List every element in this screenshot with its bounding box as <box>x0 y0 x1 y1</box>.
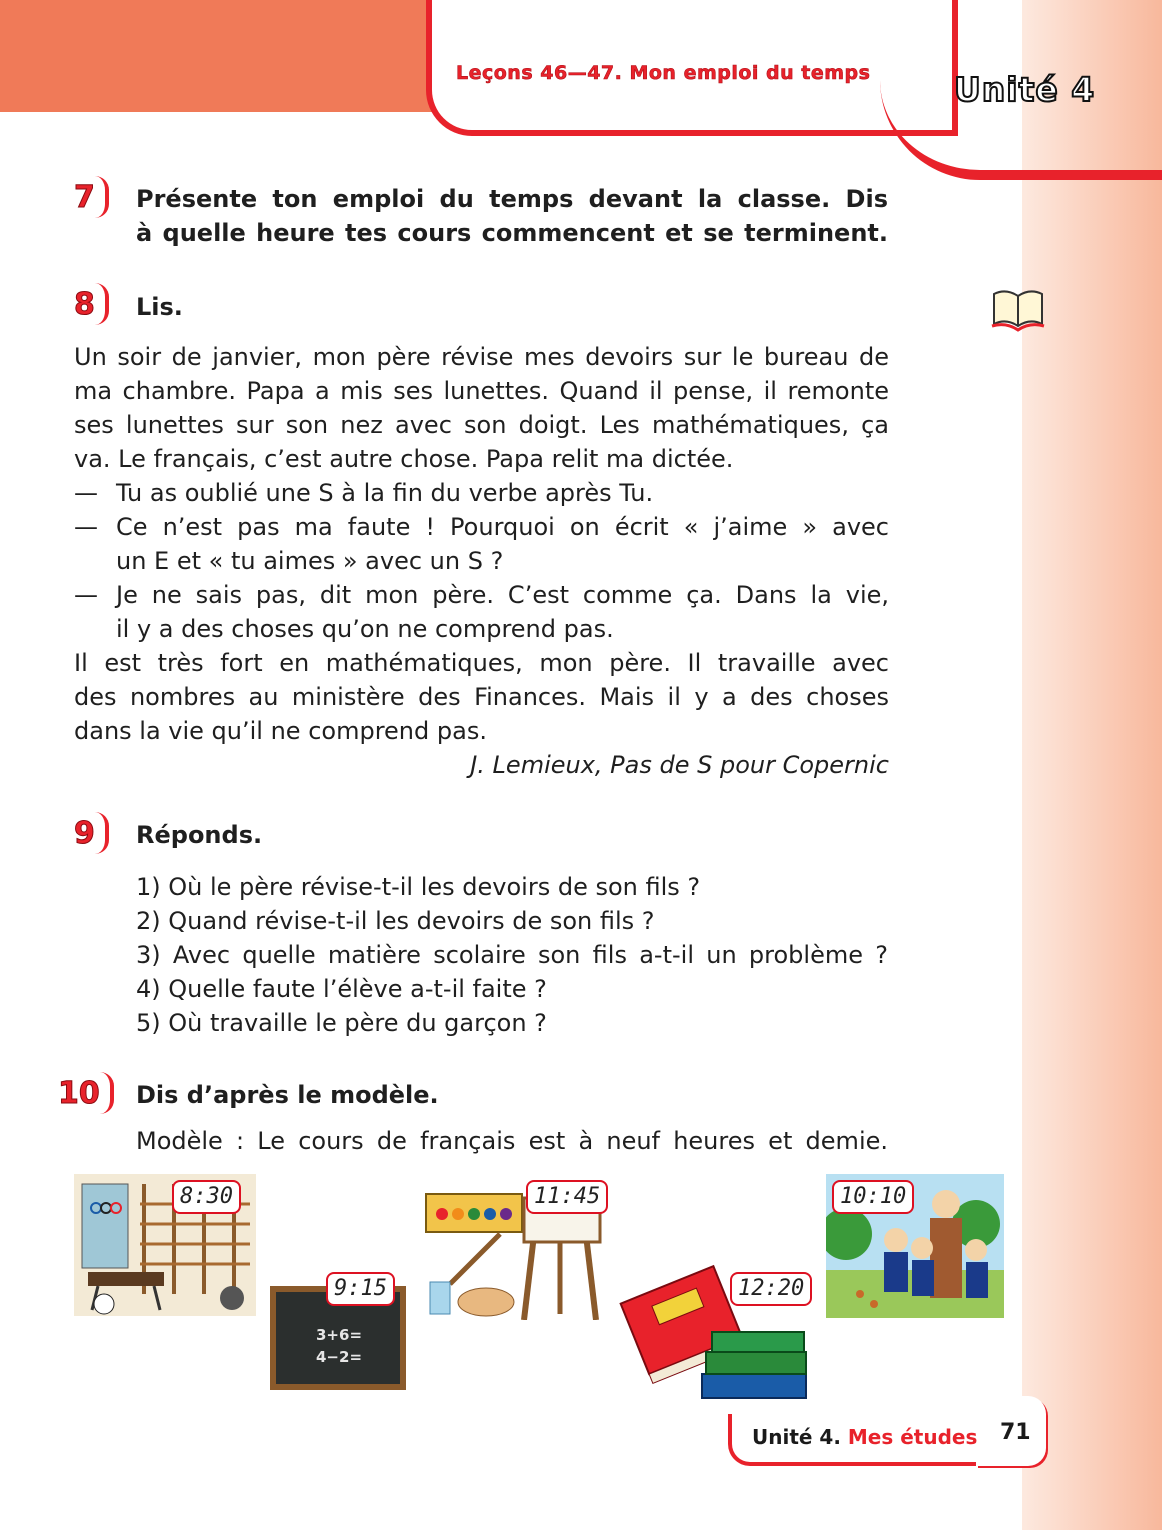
dialogue-line <box>74 510 889 578</box>
dialogue-dash: — <box>74 479 98 507</box>
dialogue-text: il y a des choses qu’on ne comprend pas. <box>116 615 614 643</box>
right-margin-band <box>1022 0 1162 1530</box>
dialogue <box>74 476 889 646</box>
clock-display: 8:30 <box>172 1180 241 1214</box>
model-sentence: Modèle : Le cours de français est à neuf heures et demie. <box>136 1127 888 1155</box>
reading-line: dans la vie qu’il ne comprend pas. <box>74 717 487 745</box>
clock-display: 9:15 <box>326 1272 395 1306</box>
exercise-10-model <box>136 1124 888 1158</box>
dialogue-text: Je ne sais pas, dit mon père. C’est comme ça. Dans la vie, <box>116 581 889 609</box>
footer-unit: Unité 4. <box>752 1425 841 1449</box>
reading-line: ses lunettes sur son nez avec son doigt. Les mathématiques, ça <box>74 411 889 439</box>
question-item: 1) Où le père révise-t-il les devoirs de son fils ? <box>136 873 701 901</box>
exercise-number-7: 7 <box>74 180 95 215</box>
dialogue-text: Tu as oublié une S à la fin du verbe après Tu. <box>116 479 654 507</box>
dialogue-line <box>74 578 889 646</box>
question-list <box>136 870 888 1040</box>
clock-display: 11:45 <box>526 1180 608 1214</box>
reading-line: Un soir de janvier, mon père révise mes devoirs sur le bureau de <box>74 343 889 371</box>
question-item: 3) Avec quelle matière scolaire son fils a-t-il un problème ? <box>136 941 888 969</box>
clock-display: 10:10 <box>832 1180 914 1214</box>
clock-display: 12:20 <box>730 1272 812 1306</box>
reading-text-2 <box>74 646 889 748</box>
blackboard-line: 3+6= <box>316 1326 363 1344</box>
lesson-title: Leçons 46—47. Mon emploi du temps <box>456 62 871 84</box>
exercise-9-instruction: Réponds. <box>136 821 263 849</box>
reading-line: ma chambre. Papa a mis ses lunettes. Quand il pense, il remonte <box>74 377 889 405</box>
exercise-8-instruction: Lis. <box>136 293 183 321</box>
dialogue-line <box>74 476 889 510</box>
blackboard-line: 4−2= <box>316 1348 363 1366</box>
top-left-band <box>0 0 440 112</box>
dialogue-dash: — <box>74 581 98 609</box>
exercise-7-line: Présente ton emploi du temps devant la classe. Dis <box>136 185 888 213</box>
page-number: 71 <box>1000 1420 1031 1445</box>
open-book-icon <box>990 284 1046 334</box>
exercise-number-10: 10 <box>58 1076 100 1111</box>
text-source: J. Lemieux, Pas de S pour Copernic <box>470 751 889 779</box>
exercise-number-9: 9 <box>74 816 95 851</box>
footer-title: Mes études <box>847 1425 978 1449</box>
exercise-7-instruction <box>136 182 888 250</box>
dialogue-dash: — <box>74 513 98 541</box>
unit-tag: Unité 4 <box>954 70 1096 109</box>
reading-line: va. Le français, c’est autre chose. Papa relit ma dictée. <box>74 445 734 473</box>
exercise-10-instruction: Dis d’après le modèle. <box>136 1081 439 1109</box>
reading-line: Il est très fort en mathématiques, mon père. Il travaille avec <box>74 649 889 677</box>
dialogue-text: Ce n’est pas ma faute ! Pourquoi on écrit « j’aime » avec <box>116 513 889 541</box>
question-item: 4) Quelle faute l’élève a-t-il faite ? <box>136 975 547 1003</box>
question-item: 2) Quand révise-t-il les devoirs de son fils ? <box>136 907 655 935</box>
footer-label <box>752 1425 977 1449</box>
reading-line: des nombres au ministère des Finances. Mais il y a des choses <box>74 683 889 711</box>
dialogue-text: un E et « tu aimes » avec un S ? <box>116 547 504 575</box>
exercise-number-8: 8 <box>74 287 95 322</box>
question-item: 5) Où travaille le père du garçon ? <box>136 1009 547 1037</box>
reading-text <box>74 340 889 476</box>
exercise-7-line: à quelle heure tes cours commencent et se terminent. <box>136 219 888 247</box>
